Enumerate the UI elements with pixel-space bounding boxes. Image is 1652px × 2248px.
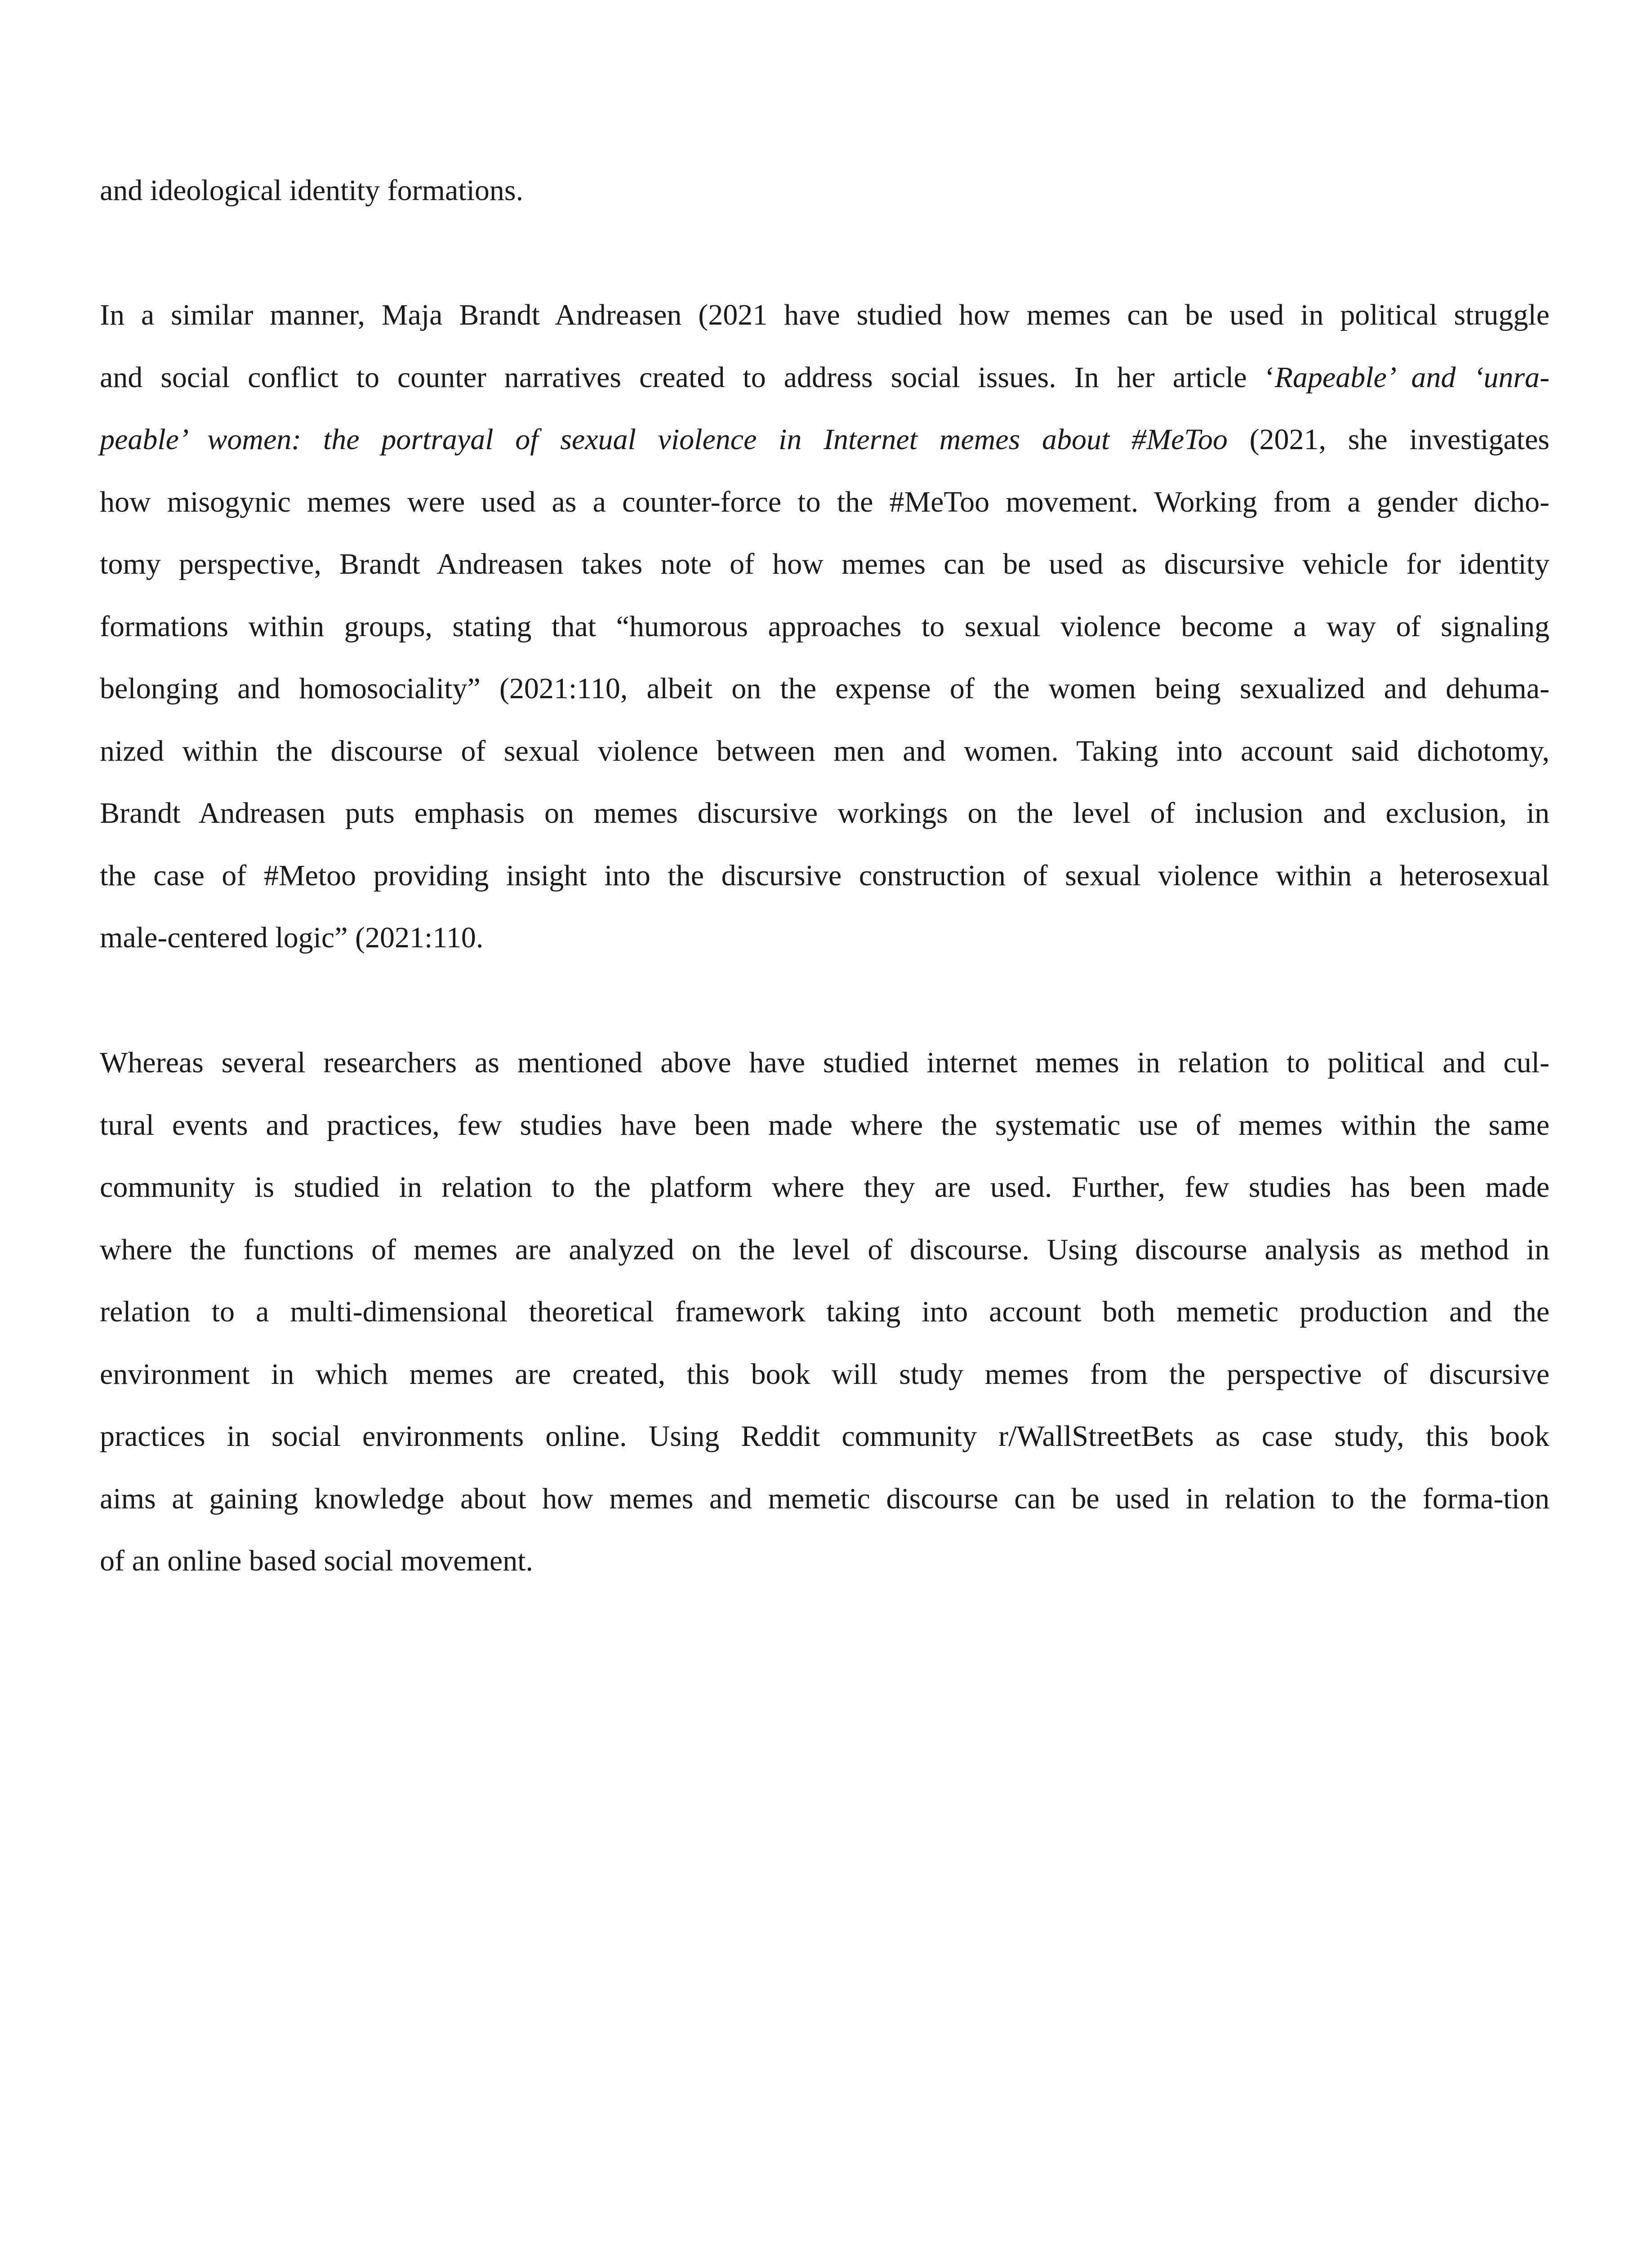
text-line: Whereas several researchers as mentioned above have studied internet memes in relation to political and cul- [100, 1046, 1550, 1079]
article-title-italic: peable’ women: the portrayal of sexual violence in Internet memes about #MeToo [100, 423, 1228, 456]
text-line: tural events and practices, few studies have been made where the systematic use of memes within the same [100, 1108, 1550, 1142]
text-line: of an online based social movement. [100, 1544, 534, 1577]
text-line [100, 347, 1550, 409]
text-line: and ideological identity formations. [100, 174, 524, 207]
text-line: formations within groups, stating that “humorous approaches to sexual violence become a way of signaling [100, 610, 1550, 643]
text-line: environment in which memes are created, this book will study memes from the perspective of discursive [100, 1357, 1550, 1391]
text-line: the case of #Metoo providing insight into the discursive construction of sexual violence within a heterosexual [100, 859, 1550, 892]
text-line [100, 409, 1550, 471]
text-line: relation to a multi-dimensional theoretical framework taking into account both memetic production and the [100, 1295, 1550, 1328]
paragraph-research-gap [100, 1032, 1550, 1592]
article-title-italic: Rapeable’ and ‘unra- [1274, 361, 1550, 394]
text-line: community is studied in relation to the platform where they are used. Further, few studies has been made [100, 1171, 1550, 1204]
text-line: practices in social environments online. Using Reddit community r/WallStreetBets as case study, this book [100, 1420, 1550, 1453]
text-line: Brandt Andreasen puts emphasis on memes discursive workings on the level of inclusion and exclusion, in [100, 797, 1550, 830]
text-segment: and social conflict to counter narratives created to address social issues. In her article ‘ [100, 361, 1275, 394]
text-line: aims at gaining knowledge about how memes and memetic discourse can be used in relation to the forma-tion [100, 1482, 1550, 1515]
paragraph-continuation [100, 160, 1550, 222]
text-line: In a similar manner, Maja Brandt Andreasen (2021 have studied how memes can be used in political struggle [100, 299, 1550, 331]
text-line: tomy perspective, Brandt Andreasen takes note of how memes can be used as discursive vehicle for identity [100, 548, 1550, 580]
text-segment: (2021, she investigates [1227, 423, 1550, 456]
text-line: nized within the discourse of sexual violence between men and women. Taking into account said dichotomy, [100, 734, 1550, 767]
text-line: how misogynic memes were used as a counter-force to the #MeToo movement. Working from a gender dicho- [100, 485, 1550, 518]
paragraph-andreasen [100, 284, 1550, 969]
text-line: male-centered logic” (2021:110. [100, 921, 484, 954]
text-line: where the functions of memes are analyzed on the level of discourse. Using discourse analysis as method in [100, 1233, 1550, 1266]
text-line: belonging and homosociality” (2021:110, albeit on the expense of the women being sexualized and dehuma- [100, 672, 1550, 705]
